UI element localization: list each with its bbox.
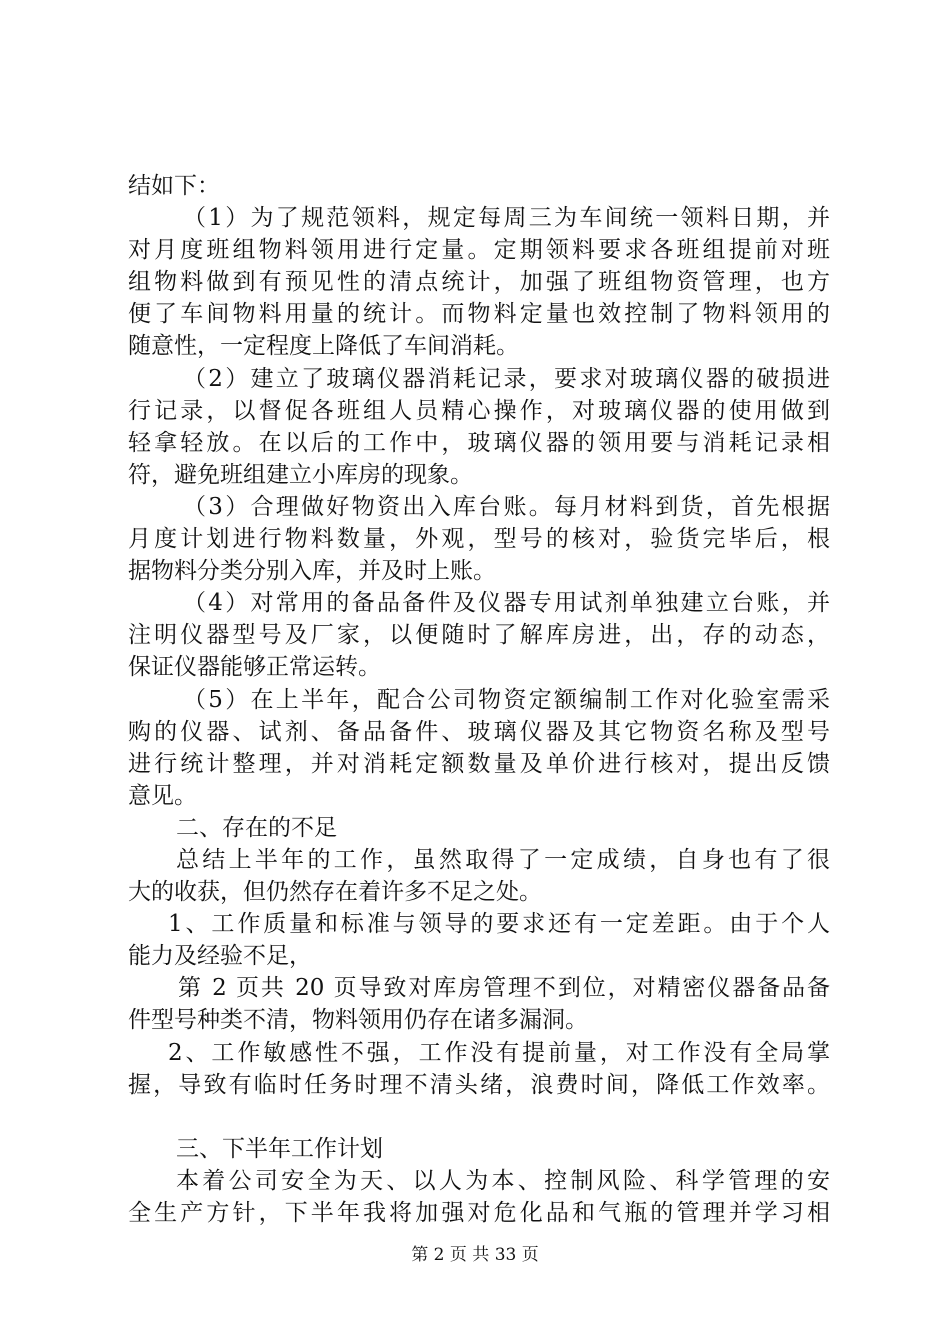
text-line: 随意性，一定程度上降低了车间消耗。	[128, 333, 519, 360]
text-line: 2、工作敏感性不强，工作没有提前量，对工作没有全局掌	[168, 1039, 830, 1066]
text-line: 据物料分类分别入库，并及时上账。	[128, 558, 496, 585]
text-line: 符，避免班组建立小库房的现象。	[128, 461, 473, 488]
text-line	[128, 1101, 830, 1133]
text-line: 行记录，以督促各班组人员精心操作，对玻璃仪器的使用做到	[128, 397, 830, 424]
text-line: 注明仪器型号及厂家，以便随时了解库房进，出，存的动态，	[128, 622, 830, 649]
text-line: 意见。	[128, 782, 197, 809]
text-line: 三、下半年工作计划	[176, 1135, 383, 1162]
text-line: 对月度班组物料领用进行定量。定期领料要求各班组提前对班	[128, 237, 830, 264]
text-line: （4）对常用的备品备件及仪器专用试剂单独建立台账，并	[183, 590, 830, 617]
text-line: 能力及经验不足，	[128, 943, 312, 970]
text-line: 总结上半年的工作，虽然取得了一定成绩，自身也有了很	[176, 846, 830, 873]
document-body	[128, 170, 830, 1229]
text-line: （1）为了规范领料，规定每周三为车间统一领料日期，并	[183, 205, 830, 232]
text-line: 购的仪器、试剂、备品备件、玻璃仪器及其它物资名称及型号	[128, 718, 830, 745]
page-footer: 第 2 页 共 33 页	[411, 1245, 539, 1265]
text-line: 保证仪器能够正常运转。	[128, 654, 381, 681]
text-line: （5）在上半年，配合公司物资定额编制工作对化验室需采	[183, 686, 830, 713]
text-line: 便了车间物料用量的统计。而物料定量也效控制了物料领用的	[128, 301, 830, 328]
text-line: （2）建立了玻璃仪器消耗记录，要求对玻璃仪器的破损进	[183, 365, 830, 392]
text-line: 组物料做到有预见性的清点统计，加强了班组物资管理，也方	[128, 269, 830, 296]
text-line: 二、存在的不足	[176, 814, 337, 841]
text-line: 轻拿轻放。在以后的工作中，玻璃仪器的领用要与消耗记录相	[128, 429, 830, 456]
text-line: 第 2 页共 20 页导致对库房管理不到位，对精密仪器备品备	[178, 975, 830, 1002]
text-line: 件型号种类不清，物料领用仍存在诸多漏洞。	[128, 1007, 588, 1034]
text-line: 月度计划进行物料数量，外观，型号的核对，验货完毕后，根	[128, 526, 830, 553]
text-line: 结如下：	[128, 173, 220, 199]
text-line: 握，导致有临时任务时理不清头绪，浪费时间，降低工作效率。	[128, 1071, 830, 1098]
text-line: 本着公司安全为天、以人为本、控制风险、科学管理的安	[176, 1167, 830, 1194]
text-line: 进行统计整理，并对消耗定额数量及单价进行核对，提出反馈	[128, 750, 830, 777]
text-line: 全生产方针，下半年我将加强对危化品和气瓶的管理并学习相	[128, 1199, 830, 1226]
text-line: 大的收获，但仍然存在着许多不足之处。	[128, 879, 542, 906]
text-line: （3）合理做好物资出入库台账。每月材料到货，首先根据	[183, 493, 830, 520]
text-line: 1、工作质量和标准与领导的要求还有一定差距。由于个人	[168, 911, 830, 938]
